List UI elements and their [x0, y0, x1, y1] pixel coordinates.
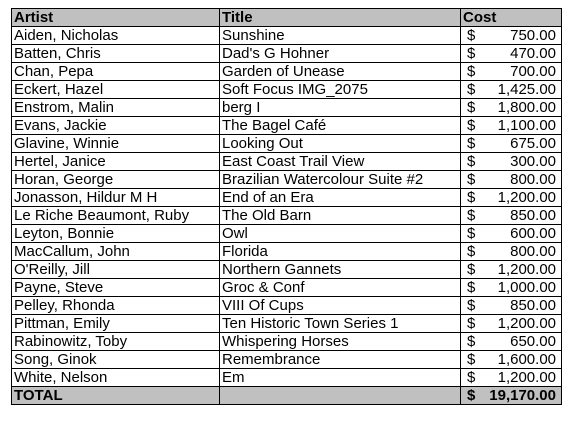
- title-cell[interactable]: Groc & Conf: [220, 279, 461, 297]
- title-cell[interactable]: Garden of Unease: [220, 63, 461, 81]
- title-cell[interactable]: Dad's G Hohner: [220, 45, 461, 63]
- cost-amount: 1,600.00: [497, 351, 556, 368]
- title-cell[interactable]: Em: [220, 369, 461, 387]
- table-row: [12, 207, 562, 225]
- cost-cell[interactable]: [461, 333, 562, 351]
- currency-symbol: $: [467, 99, 476, 116]
- table-row: [12, 45, 562, 63]
- cost-cell[interactable]: [461, 261, 562, 279]
- currency-symbol: $: [467, 261, 476, 278]
- table-row: [12, 171, 562, 189]
- cost-amount: 1,000.00: [497, 279, 556, 296]
- title-cell[interactable]: Ten Historic Town Series 1: [220, 315, 461, 333]
- cost-amount: 750.00: [510, 27, 556, 44]
- table-row: [12, 81, 562, 99]
- header-artist[interactable]: Artist: [12, 9, 220, 27]
- cost-amount: 700.00: [510, 63, 556, 80]
- table-row: [12, 243, 562, 261]
- cost-amount: 1,100.00: [497, 117, 556, 134]
- artist-cell[interactable]: Pittman, Emily: [12, 315, 220, 333]
- cost-amount: 675.00: [510, 135, 556, 152]
- artist-cell[interactable]: Rabinowitz, Toby: [12, 333, 220, 351]
- title-cell[interactable]: East Coast Trail View: [220, 153, 461, 171]
- title-cell[interactable]: End of an Era: [220, 189, 461, 207]
- artist-cell[interactable]: Glavine, Winnie: [12, 135, 220, 153]
- table-row: [12, 369, 562, 387]
- currency-symbol: $: [467, 243, 476, 260]
- cost-amount: 1,200.00: [497, 261, 556, 278]
- cost-cell[interactable]: [461, 279, 562, 297]
- artist-cell[interactable]: Chan, Pepa: [12, 63, 220, 81]
- currency-symbol: $: [467, 117, 476, 134]
- cost-cell[interactable]: [461, 351, 562, 369]
- currency-symbol: $: [467, 369, 476, 386]
- currency-symbol: $: [467, 63, 476, 80]
- title-cell[interactable]: The Bagel Café: [220, 117, 461, 135]
- cost-amount: 300.00: [510, 153, 556, 170]
- artwork-cost-table: [11, 8, 562, 405]
- table-row: [12, 135, 562, 153]
- currency-symbol: $: [467, 153, 476, 170]
- header-row: [12, 9, 562, 27]
- artist-cell[interactable]: Eckert, Hazel: [12, 81, 220, 99]
- total-cost-cell[interactable]: [461, 387, 562, 405]
- cost-amount: 600.00: [510, 225, 556, 242]
- cost-cell[interactable]: [461, 117, 562, 135]
- total-title-cell[interactable]: [220, 387, 461, 405]
- table-row: [12, 117, 562, 135]
- currency-symbol: $: [467, 171, 476, 188]
- currency-symbol: $: [467, 279, 476, 296]
- currency-symbol: $: [467, 135, 476, 152]
- table-row: [12, 315, 562, 333]
- header-cost[interactable]: Cost: [461, 9, 562, 27]
- cost-amount: 850.00: [510, 297, 556, 314]
- table-row: [12, 333, 562, 351]
- artist-cell[interactable]: Enstrom, Malin: [12, 99, 220, 117]
- title-cell[interactable]: The Old Barn: [220, 207, 461, 225]
- currency-symbol: $: [467, 333, 476, 350]
- table-row: [12, 153, 562, 171]
- currency-symbol: $: [467, 225, 476, 242]
- total-row: [12, 387, 562, 405]
- artist-cell[interactable]: Hertel, Janice: [12, 153, 220, 171]
- cost-cell[interactable]: [461, 189, 562, 207]
- table-row: [12, 297, 562, 315]
- cost-amount: 850.00: [510, 207, 556, 224]
- currency-symbol: $: [467, 189, 476, 206]
- title-cell[interactable]: Looking Out: [220, 135, 461, 153]
- total-label[interactable]: TOTAL: [12, 387, 220, 405]
- artist-cell[interactable]: MacCallum, John: [12, 243, 220, 261]
- table-row: [12, 27, 562, 45]
- artist-cell[interactable]: White, Nelson: [12, 369, 220, 387]
- cost-cell[interactable]: [461, 99, 562, 117]
- title-cell[interactable]: Florida: [220, 243, 461, 261]
- artist-cell[interactable]: Batten, Chris: [12, 45, 220, 63]
- cost-cell[interactable]: [461, 243, 562, 261]
- artist-cell[interactable]: O'Reilly, Jill: [12, 261, 220, 279]
- cost-amount: 1,200.00: [497, 369, 556, 386]
- title-cell[interactable]: Owl: [220, 225, 461, 243]
- artist-cell[interactable]: Payne, Steve: [12, 279, 220, 297]
- cost-amount: 1,800.00: [497, 99, 556, 116]
- cost-cell[interactable]: [461, 27, 562, 45]
- artist-cell[interactable]: Aiden, Nicholas: [12, 27, 220, 45]
- artist-cell[interactable]: Jonasson, Hildur M H: [12, 189, 220, 207]
- table-row: [12, 63, 562, 81]
- table-row: [12, 189, 562, 207]
- cost-cell[interactable]: [461, 135, 562, 153]
- header-title[interactable]: Title: [220, 9, 461, 27]
- cost-cell[interactable]: [461, 297, 562, 315]
- currency-symbol: $: [467, 207, 476, 224]
- cost-amount: 1,200.00: [497, 189, 556, 206]
- currency-symbol: $: [467, 351, 476, 368]
- cost-amount: 1,200.00: [497, 315, 556, 332]
- cost-cell[interactable]: [461, 153, 562, 171]
- cost-cell[interactable]: [461, 225, 562, 243]
- title-cell[interactable]: Sunshine: [220, 27, 461, 45]
- title-cell[interactable]: Brazilian Watercolour Suite #2: [220, 171, 461, 189]
- table-row: [12, 99, 562, 117]
- title-cell[interactable]: Soft Focus IMG_2075: [220, 81, 461, 99]
- cost-cell[interactable]: [461, 63, 562, 81]
- artist-cell[interactable]: Le Riche Beaumont, Ruby: [12, 207, 220, 225]
- cost-cell[interactable]: [461, 171, 562, 189]
- title-cell[interactable]: berg I: [220, 99, 461, 117]
- currency-symbol: $: [467, 45, 476, 62]
- currency-symbol: $: [467, 297, 476, 314]
- cost-cell[interactable]: [461, 315, 562, 333]
- table-row: [12, 279, 562, 297]
- total-amount: 19,170.00: [489, 387, 556, 404]
- cost-cell[interactable]: [461, 45, 562, 63]
- table-row: [12, 351, 562, 369]
- currency-symbol: $: [467, 315, 476, 332]
- artist-cell[interactable]: Evans, Jackie: [12, 117, 220, 135]
- artist-cell[interactable]: Pelley, Rhonda: [12, 297, 220, 315]
- title-cell[interactable]: VIII Of Cups: [220, 297, 461, 315]
- title-cell[interactable]: Northern Gannets: [220, 261, 461, 279]
- currency-symbol: $: [467, 81, 476, 98]
- artist-cell[interactable]: Leyton, Bonnie: [12, 225, 220, 243]
- table-row: [12, 261, 562, 279]
- table-row: [12, 225, 562, 243]
- cost-amount: 470.00: [510, 45, 556, 62]
- cost-amount: 800.00: [510, 243, 556, 260]
- title-cell[interactable]: Whispering Horses: [220, 333, 461, 351]
- cost-cell[interactable]: [461, 81, 562, 99]
- currency-symbol: $: [467, 387, 476, 404]
- currency-symbol: $: [467, 27, 476, 44]
- cost-cell[interactable]: [461, 207, 562, 225]
- cost-amount: 1,425.00: [497, 81, 556, 98]
- artist-cell[interactable]: Song, Ginok: [12, 351, 220, 369]
- artist-cell[interactable]: Horan, George: [12, 171, 220, 189]
- title-cell[interactable]: Remembrance: [220, 351, 461, 369]
- cost-cell[interactable]: [461, 369, 562, 387]
- cost-amount: 650.00: [510, 333, 556, 350]
- cost-amount: 800.00: [510, 171, 556, 188]
